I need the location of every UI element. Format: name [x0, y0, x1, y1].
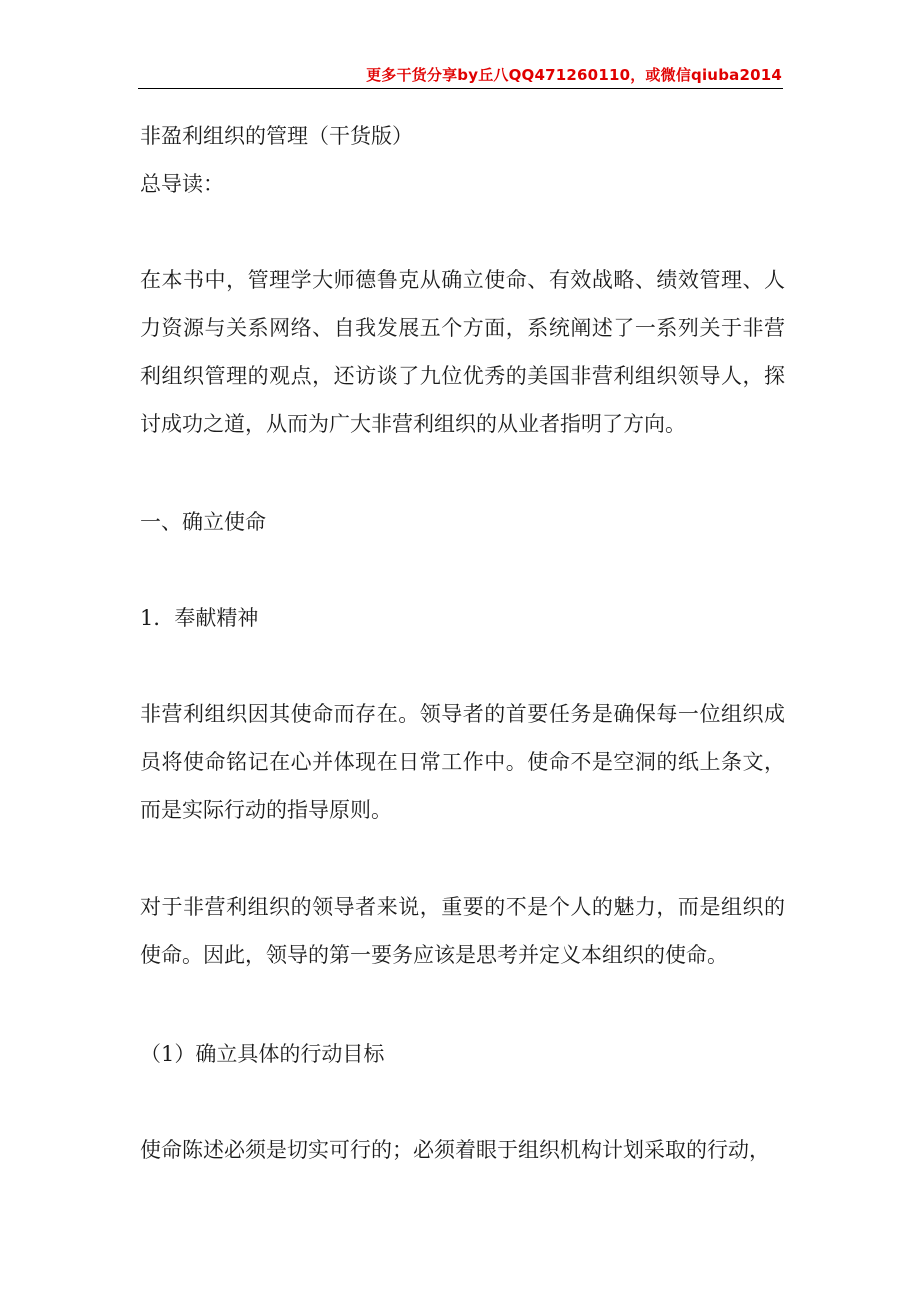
body-paragraph-3: 使命陈述必须是切实可行的；必须着眼于组织机构计划采取的行动， — [140, 1138, 770, 1162]
header-note: 更多干货分享by丘八QQ471260110，或微信qiuba2014 — [366, 66, 782, 84]
section-heading: 一、确立使命 — [140, 510, 266, 534]
point-heading: （1）确立具体的行动目标 — [140, 1042, 385, 1066]
header-divider — [138, 88, 783, 89]
intro-label: 总导读： — [140, 172, 224, 196]
intro-paragraph: 在本书中，管理学大师德鲁克从确立使命、有效战略、绩效管理、人力资源与关系网络、自我发展五个方面，系统阐述了一系列关于非营利组织管理的观点，还访谈了九位优秀的美国非营利组织领导人，探讨成功之道，从而为广大非营利组织的从业者指明了方向。 — [140, 268, 785, 436]
body-paragraph-2: 对于非营利组织的领导者来说，重要的不是个人的魅力，而是组织的使命。因此，领导的第一要务应该是思考并定义本组织的使命。 — [140, 895, 785, 967]
document-title: 非盈利组织的管理（干货版） — [140, 124, 413, 148]
subsection-heading: 1．奉献精神 — [140, 606, 259, 630]
body-paragraph-1: 非营利组织因其使命而存在。领导者的首要任务是确保每一位组织成员将使命铭记在心并体现在日常工作中。使命不是空洞的纸上条文，而是实际行动的指导原则。 — [140, 702, 785, 822]
